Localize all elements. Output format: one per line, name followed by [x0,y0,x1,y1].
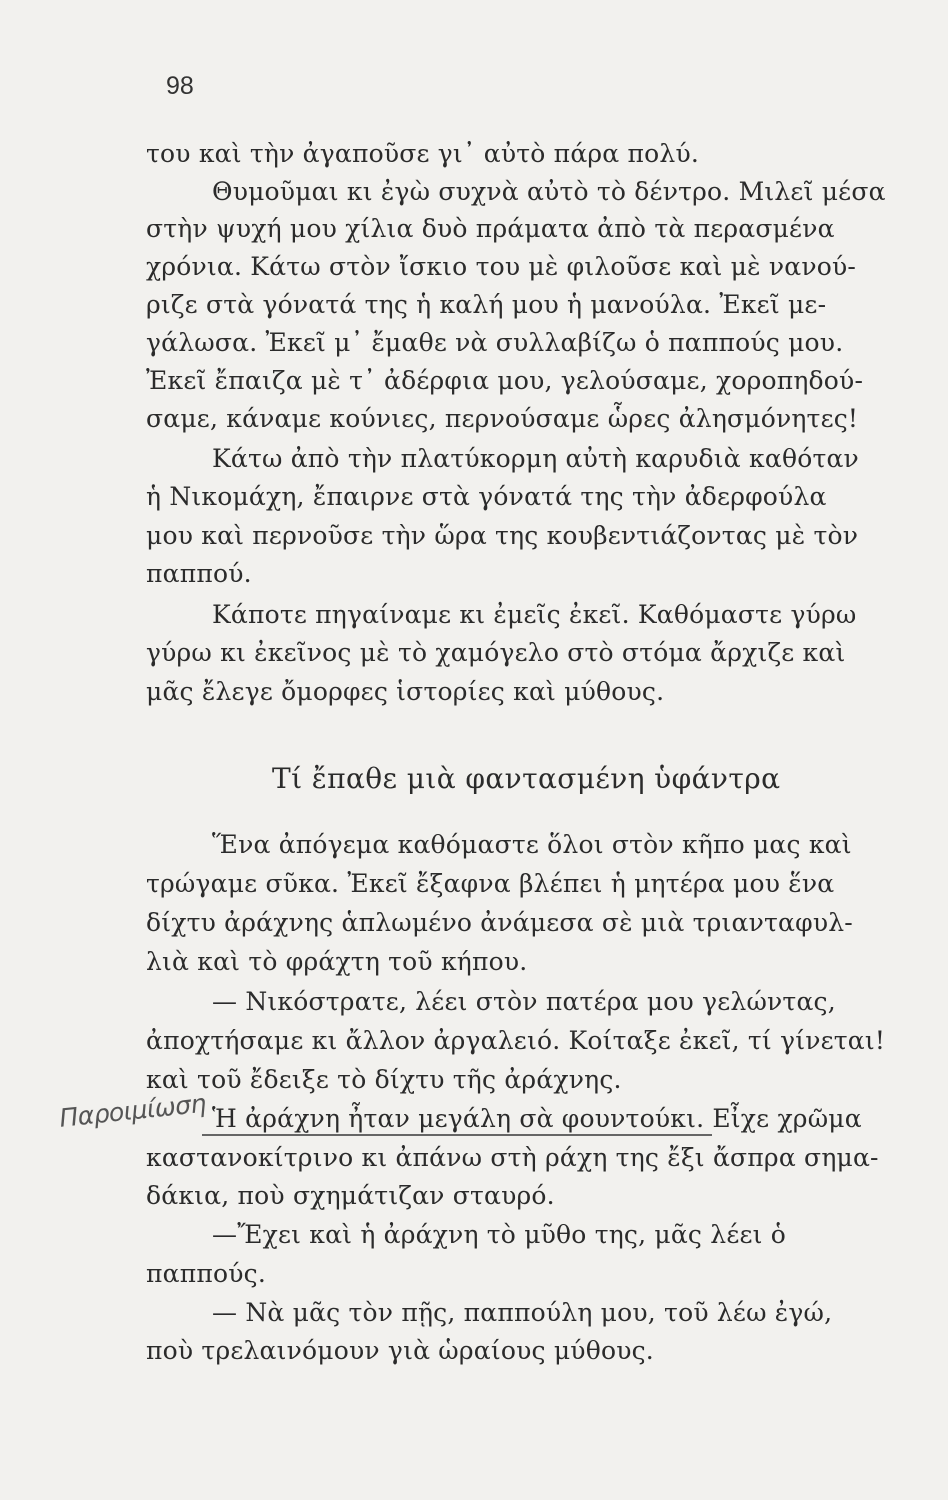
text-line: καὶ τοῦ ἔδειξε τὸ δίχτυ τῆς ἀράχνης. [146,1065,622,1094]
text-line: καστανοκίτρινο κι ἀπάνω στὴ ράχη της ἔξι ἄσπρα σημα- [146,1143,879,1172]
text-line: Θυμοῦμαι κι ἐγὼ συχνὰ αὐτὸ τὸ δέντρο. Μιλεῖ μέσα [212,177,886,206]
text-line: μου καὶ περνοῦσε τὴν ὥρα της κουβεντιάζοντας μὲ τὸν [146,521,859,550]
text-line: λιὰ καὶ τὸ φράχτη τοῦ κήπου. [146,947,528,976]
text-line: παππούς. [146,1259,266,1288]
text-line: του καὶ τὴν ἀγαποῦσε γι᾽ αὐτὸ πάρα πολύ. [146,139,699,168]
text-line: στὴν ψυχή μου χίλια δυὸ πράματα ἀπὸ τὰ περασμένα [146,214,835,243]
text-line: ἡ Νικομάχη, ἔπαιρνε στὰ γόνατά της τὴν ἀδερφούλα [146,482,827,511]
text-line: χρόνια. Κάτω στὸν ἴσκιο του μὲ φιλοῦσε καὶ μὲ νανού- [146,252,857,281]
text-line: —Ἔχει καὶ ἡ ἀράχνη τὸ μῦθο της, μᾶς λέει ὁ [212,1220,787,1249]
text-line: δάκια, ποὺ σχημάτιζαν σταυρό. [146,1181,555,1210]
text-line: ποὺ τρελαινόμουν γιὰ ὡραίους μύθους. [146,1336,654,1365]
text-line: Κάτω ἀπὸ τὴν πλατύκορμη αὐτὴ καρυδιὰ καθόταν [212,444,859,473]
text-line: σαμε, κάναμε κούνιες, περνούσαμε ὧρες ἀλησμόνητες! [146,404,859,433]
text-line: Ἡ ἀράχνη ἦταν μεγάλη σὰ φουντούκι. Εἶχε χρῶμα [212,1104,862,1133]
page-number: 98 [166,72,194,100]
margin-note: Παροιμίωση [58,1088,208,1133]
text-line: — Νὰ μᾶς τὸν πῇς, παππούλη μου, τοῦ λέω ἐγώ, [212,1298,833,1327]
margin-note-underline [202,1134,712,1136]
text-line: Ἐκεῖ ἔπαιζα μὲ τ᾽ ἀδέρφια μου, γελούσαμε, χοροπηδού- [146,366,864,395]
text-line: τρώγαμε σῦκα. Ἐκεῖ ἔξαφνα βλέπει ἡ μητέρα μου ἕνα [146,869,835,898]
text-line: γάλωσα. Ἐκεῖ μ᾽ ἔμαθε νὰ συλλαβίζω ὁ παππούς μου. [146,328,844,357]
text-line: Ἕνα ἀπόγεμα καθόμαστε ὅλοι στὸν κῆπο μας καὶ [212,830,852,859]
text-line: Κάποτε πηγαίναμε κι ἐμεῖς ἐκεῖ. Καθόμαστε γύρω [212,600,857,629]
text-line: γύρω κι ἐκεῖνος μὲ τὸ χαμόγελο στὸ στόμα ἄρχιζε καὶ [146,638,846,667]
text-line: ριζε στὰ γόνατά της ἡ καλή μου ἡ μανούλα. Ἐκεῖ με- [146,290,827,319]
text-line: ἀποχτήσαμε κι ἄλλον ἀργαλειό. Κοίταξε ἐκεῖ, τί γίνεται! [146,1026,886,1055]
text-line: δίχτυ ἀράχνης ἁπλωμένο ἀνάμεσα σὲ μιὰ τριανταφυλ- [146,908,853,937]
section-heading: Τί ἔπαθε μιὰ φαντασμένη ὑφάντρα [272,762,781,795]
text-line: — Νικόστρατε, λέει στὸν πατέρα μου γελώντας, [212,987,836,1016]
text-line: μᾶς ἔλεγε ὄμορφες ἱστορίες καὶ μύθους. [146,677,665,706]
text-line: παππού. [146,559,252,588]
